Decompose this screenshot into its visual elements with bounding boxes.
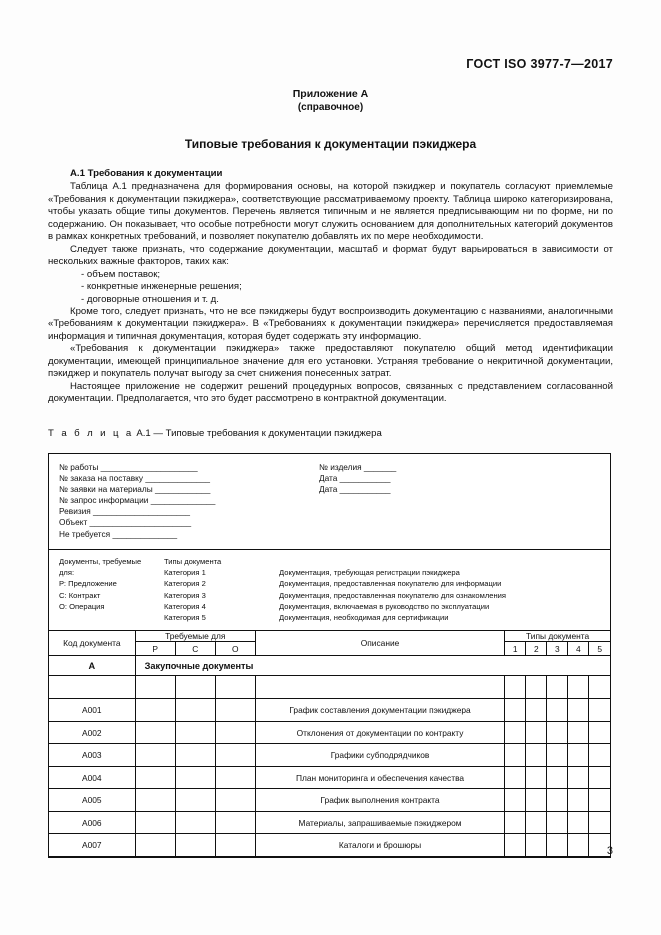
requirements-table-frame [48,453,611,858]
row-type-1[interactable] [505,721,526,744]
legend-section [49,550,610,632]
body-text [48,168,613,406]
table-row [49,766,610,789]
row-code: А007 [49,834,135,857]
col-header-code: Код документа [49,631,135,656]
legend-desc-spacer [279,556,610,567]
row-code: А006 [49,811,135,834]
row-req-p[interactable] [135,789,175,812]
row-description: График выполнения контракта [255,789,504,812]
dash-item-1: - объем поставок; [81,268,161,280]
paragraph-5: Настоящее приложение не содержит решений процедурных вопросов, связанных с представлением согласованной документации. Предполагается, что это будет рассмотрено в контрактной документации. [48,380,613,405]
form-fields-section [49,454,610,550]
blank-cell-p[interactable] [135,676,175,699]
row-req-c[interactable] [175,834,215,857]
col-header-req-c: С [175,642,215,656]
annex-heading-block [48,88,613,114]
section-heading: А.1 Требования к документации [70,168,223,179]
row-description: Каталоги и брошюры [255,834,504,857]
legend-category-2: Категория 2 [164,579,206,589]
legend-category-1-description: Документация, требующая регистрации пэкиджера [279,567,460,577]
blank-cell-c[interactable] [175,676,215,699]
row-req-o[interactable] [215,811,255,834]
paragraph-2: Следует также признать, что содержание документации, масштаб и формат будут варьироваться в зависимости от нескольких важные факторов, таких как: [48,243,613,268]
row-type-5[interactable] [589,766,610,789]
legend-code-p: Р: Предложение [59,579,117,589]
row-type-4[interactable] [568,834,589,857]
col-header-type-1: 1 [505,642,526,656]
row-type-2[interactable] [526,721,547,744]
table-row [49,834,610,857]
row-type-3[interactable] [547,811,568,834]
row-type-4[interactable] [568,789,589,812]
legend-code-o: О: Операция [59,601,105,611]
row-req-p[interactable] [135,721,175,744]
row-type-1[interactable] [505,834,526,857]
row-type-1[interactable] [505,699,526,722]
row-type-4[interactable] [568,699,589,722]
grid-header-row-1 [49,631,610,642]
row-type-4[interactable] [568,811,589,834]
row-description: Отклонения от документации по контракту [255,721,504,744]
row-req-c[interactable] [175,811,215,834]
legend-column-descriptions [279,556,610,624]
row-req-p[interactable] [135,744,175,767]
row-code: А005 [49,789,135,812]
blank-cell-t5[interactable] [589,676,610,699]
form-field-item-no[interactable]: № изделия _______ [319,462,397,472]
row-req-c[interactable] [175,766,215,789]
row-type-3[interactable] [547,699,568,722]
table-row [49,699,610,722]
row-type-5[interactable] [589,744,610,767]
legend-category-5: Категория 5 [164,613,206,623]
blank-cell-t3[interactable] [547,676,568,699]
row-type-5[interactable] [589,721,610,744]
legend-docs-required-line1: Документы, требуемые [59,556,142,566]
row-req-c[interactable] [175,699,215,722]
legend-column-categories [164,556,279,624]
form-field-work-no[interactable]: № работы _____________________ [59,462,198,472]
form-field-object[interactable]: Объект ______________________ [59,517,192,528]
form-field-purchase-order-no[interactable]: № заказа на поставку ______________ [59,473,210,484]
row-code: А004 [49,766,135,789]
form-fields-left [49,462,319,540]
col-header-req-p: Р [135,642,175,656]
grid-blank-row [49,676,610,699]
row-type-1[interactable] [505,744,526,767]
row-req-o[interactable] [215,789,255,812]
table-row [49,789,610,812]
col-header-type-3: 3 [547,642,568,656]
legend-docs-required-line2: для: [59,567,75,577]
row-req-o[interactable] [215,721,255,744]
row-code: А003 [49,744,135,767]
blank-cell-t1[interactable] [505,676,526,699]
row-description: Графики субподрядчиков [255,744,504,767]
table-row [49,744,610,767]
legend-code-c: С: Контракт [59,590,101,600]
annex-name: Приложение А [292,88,369,100]
annex-title: Типовые требования к документации пэкиджера [184,137,477,151]
page-number: 3 [606,845,613,857]
row-type-3[interactable] [547,789,568,812]
blank-cell-t2[interactable] [526,676,547,699]
legend-category-2-description: Документация, предоставленная покупателю для информации [279,579,502,589]
section-name: Закупочные документы [135,656,610,676]
row-req-o[interactable] [215,744,255,767]
col-header-description: Описание [255,631,504,656]
form-field-material-request-no[interactable]: № заявки на материалы ____________ [59,484,211,495]
legend-category-3-description: Документация, предоставленная покупателю для ознакомления [279,590,507,600]
row-type-1[interactable] [505,811,526,834]
table-caption-label: Т а б л и ц а [48,428,134,439]
legend-category-3: Категория 3 [164,590,206,600]
row-req-o[interactable] [215,699,255,722]
row-req-o[interactable] [215,834,255,857]
col-header-type-2: 2 [526,642,547,656]
table-row [49,721,610,744]
dash-item-3: - договорные отношения и т. д. [81,293,219,305]
row-req-c[interactable] [175,744,215,767]
col-header-type-4: 4 [568,642,589,656]
row-type-4[interactable] [568,721,589,744]
row-description: План мониторинга и обеспечения качества [255,766,504,789]
row-description: Материалы, запрашиваемые пэкиджером [255,811,504,834]
row-req-p[interactable] [135,699,175,722]
form-fields-right [319,462,610,540]
table-caption-text: А.1 — Типовые требования к документации пэкиджера [136,428,382,439]
row-type-2[interactable] [526,834,547,857]
row-type-1[interactable] [505,789,526,812]
form-field-revision[interactable]: Ревизия _____________________ [59,506,190,517]
legend-doc-types-heading: Типы документа [164,556,222,566]
paragraph-3: Кроме того, следует признать, что не все пэкиджеры будут воспроизводить документацию с названиями, аналогичными «Требованиям к документации пэкиджера». В «Требованиях к документации пэкиджера» перечисляется предоставляемая информация и типичная документация, которая будет содержать эту информацию. [48,305,613,342]
col-header-type-5: 5 [589,642,610,656]
section-letter: А [49,656,135,676]
col-header-doc-types: Типы документа [505,631,610,642]
row-type-3[interactable] [547,721,568,744]
row-type-5[interactable] [589,811,610,834]
document-requirements-grid [49,631,610,857]
row-type-2[interactable] [526,789,547,812]
paragraph-1: Таблица А.1 предназначена для формирования основы, на которой пэкиджер и покупатель согласуют приемлемые «Требования к документации пэкиджера», соответствующие рассматриваемому проекту. Таблица широко категоризирована, чтобы указать общие типы документов. Перечень является типичным и не является предписывающим ни по форме, ни по содержанию. Он показывает, что особые потребности могут служить основанием для дополнительных категорий документов в рамках конкретных требований, и позволяет покупателю добавлять их по мере необходимости. [48,181,613,243]
paragraph-4: «Требования к документации пэкиджера» также предоставляют покупателю общий метод идентификации документации, имеющей принципиальное значение для его установки. Устраняя требование о некритичной документации, пэкиджер и покупатель получат выгоду за счет снижения понесенных затрат. [48,343,613,380]
form-field-info-request-no[interactable]: № запрос информации ______________ [59,495,216,506]
row-type-4[interactable] [568,766,589,789]
blank-cell-desc [255,676,504,699]
form-field-date-2[interactable]: Дата ___________ [319,484,391,495]
annex-kind: (справочное) [297,102,364,113]
legend-category-4-description: Документация, включаемая в руководство по эксплуатации [279,601,490,611]
row-req-p[interactable] [135,834,175,857]
table-row [49,811,610,834]
row-req-c[interactable] [175,721,215,744]
row-type-2[interactable] [526,744,547,767]
row-req-p[interactable] [135,766,175,789]
legend-column-required-for [49,556,164,624]
table-caption [48,428,382,439]
legend-category-4: Категория 4 [164,601,206,611]
form-field-not-required[interactable]: Не требуется ______________ [59,528,178,539]
blank-cell-t4[interactable] [568,676,589,699]
form-field-date-1[interactable]: Дата ___________ [319,473,391,484]
row-type-5[interactable] [589,789,610,812]
row-req-p[interactable] [135,811,175,834]
row-type-3[interactable] [547,766,568,789]
row-type-2[interactable] [526,699,547,722]
row-code: А001 [49,699,135,722]
row-code: А002 [49,721,135,744]
blank-cell-code [49,676,135,699]
running-header: ГОСТ ISO 3977-7—2017 [466,57,613,71]
row-type-3[interactable] [547,834,568,857]
col-header-required-for: Требуемые для [135,631,255,642]
row-type-3[interactable] [547,744,568,767]
row-description: График составления документации пэкиджера [255,699,504,722]
col-header-req-o: О [215,642,255,656]
dash-item-2: - конкретные инженерные решения; [81,281,242,293]
grid-section-row [49,656,610,676]
row-req-c[interactable] [175,789,215,812]
row-type-2[interactable] [526,766,547,789]
row-type-5[interactable] [589,699,610,722]
blank-cell-o[interactable] [215,676,255,699]
row-type-4[interactable] [568,744,589,767]
row-req-o[interactable] [215,766,255,789]
legend-category-1: Категория 1 [164,567,206,577]
row-type-2[interactable] [526,811,547,834]
row-type-1[interactable] [505,766,526,789]
legend-category-5-description: Документация, необходимая для сертификации [279,613,449,623]
